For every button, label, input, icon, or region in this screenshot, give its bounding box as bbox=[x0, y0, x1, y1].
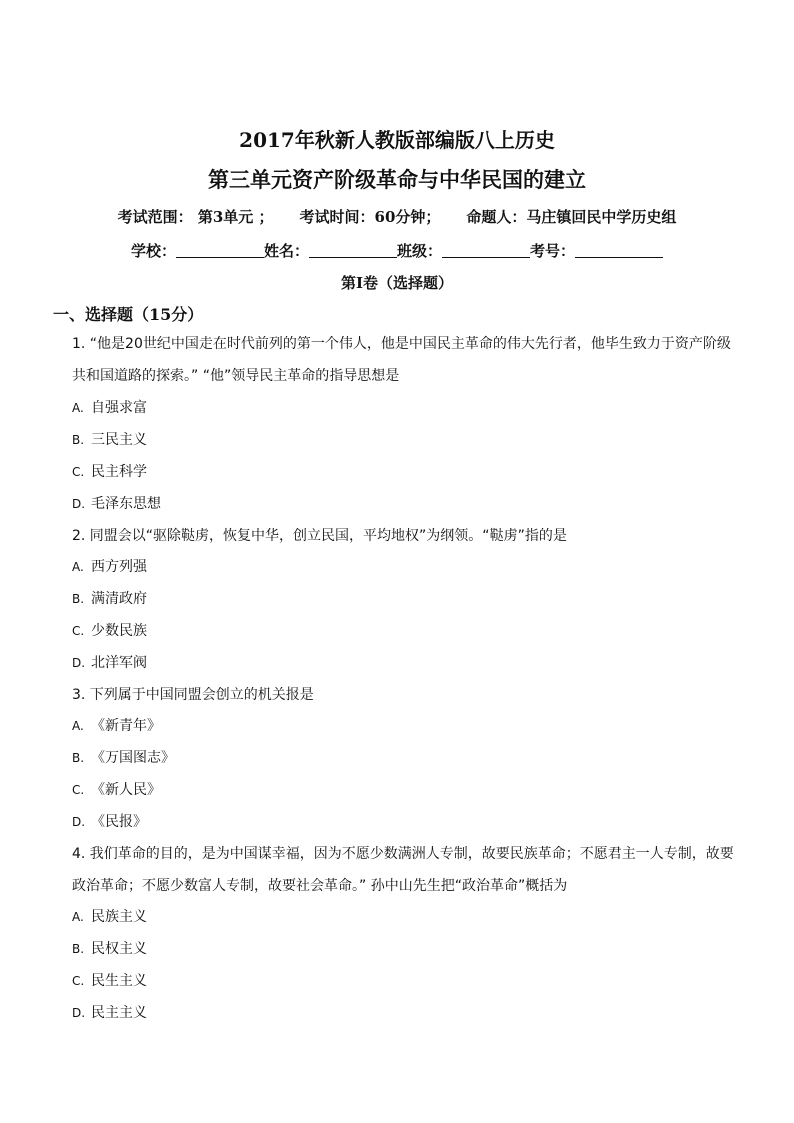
school-blank[interactable] bbox=[176, 243, 264, 258]
q1-option-d: D. 毛泽东思想 bbox=[72, 496, 161, 512]
question-3: 3. 下列属于中国同盟会创立的机关报是 bbox=[72, 687, 314, 703]
number-label: 考号： bbox=[530, 242, 576, 260]
q2-option-c: C. 少数民族 bbox=[72, 623, 147, 639]
q3-option-c: C. 《新人民》 bbox=[72, 782, 161, 798]
q4-option-c: C. 民生主义 bbox=[72, 973, 147, 989]
q4-option-a: A. 民族主义 bbox=[72, 909, 147, 925]
q1-option-c: C. 民主科学 bbox=[72, 464, 147, 480]
q4-option-d: D. 民主主义 bbox=[72, 1005, 147, 1021]
name-blank[interactable] bbox=[309, 243, 397, 258]
class-label: 班级： bbox=[397, 242, 443, 260]
exam-title: 2017年秋新人教版部编版八上历史 bbox=[239, 128, 555, 152]
volume-heading: 第I卷（选择题） bbox=[340, 274, 454, 292]
exam-scope: 考试范围： 第3单元 ； bbox=[117, 208, 274, 226]
unit-subtitle: 第三单元资产阶级革命与中华民国的建立 bbox=[208, 167, 586, 192]
number-blank[interactable] bbox=[575, 243, 663, 258]
q2-option-a: A. 西方列强 bbox=[72, 559, 147, 575]
exam-meta-line bbox=[0, 206, 794, 227]
q3-option-b: B. 《万国图志》 bbox=[72, 750, 175, 766]
question-1: 1. “他是20世纪中国走在时代前列的第一个伟人，他是中国民主革命的伟大先行者，他毕生致力于资产阶级共和国道路的探索。” “他”领导民主革命的指导思想是 bbox=[72, 336, 731, 384]
q1-option-a: A. 自强求富 bbox=[72, 400, 147, 416]
question-2: 2. 同盟会以“驱除鞑虏，恢复中华，创立民国，平均地权”为纲领。“鞑虏”指的是 bbox=[72, 528, 567, 544]
q2-option-d: D. 北洋军阀 bbox=[72, 655, 147, 671]
name-label: 姓名： bbox=[263, 242, 309, 260]
school-label: 学校： bbox=[130, 242, 176, 260]
exam-time: 考试时间：60分钟； bbox=[299, 208, 441, 226]
question-4: 4. 我们革命的目的，是为中国谋幸福，因为不愿少数满洲人专制，故要民族革命；不愿君主一人专制，故要政治革命；不愿少数富人专制，故要社会革命。” 孙中山先生把“政治革命”概括为 bbox=[72, 846, 734, 894]
exam-author: 命题人：马庄镇回民中学历史组 bbox=[466, 208, 677, 226]
student-info-line bbox=[0, 240, 794, 261]
class-blank[interactable] bbox=[442, 243, 530, 258]
q3-option-d: D. 《民报》 bbox=[72, 814, 147, 830]
section-heading: 一、选择题（15分） bbox=[53, 305, 204, 324]
q2-option-b: B. 满清政府 bbox=[72, 591, 147, 607]
q4-option-b: B. 民权主义 bbox=[72, 941, 147, 957]
q3-option-a: A. 《新青年》 bbox=[72, 718, 161, 734]
q1-option-b: B. 三民主义 bbox=[72, 432, 147, 448]
